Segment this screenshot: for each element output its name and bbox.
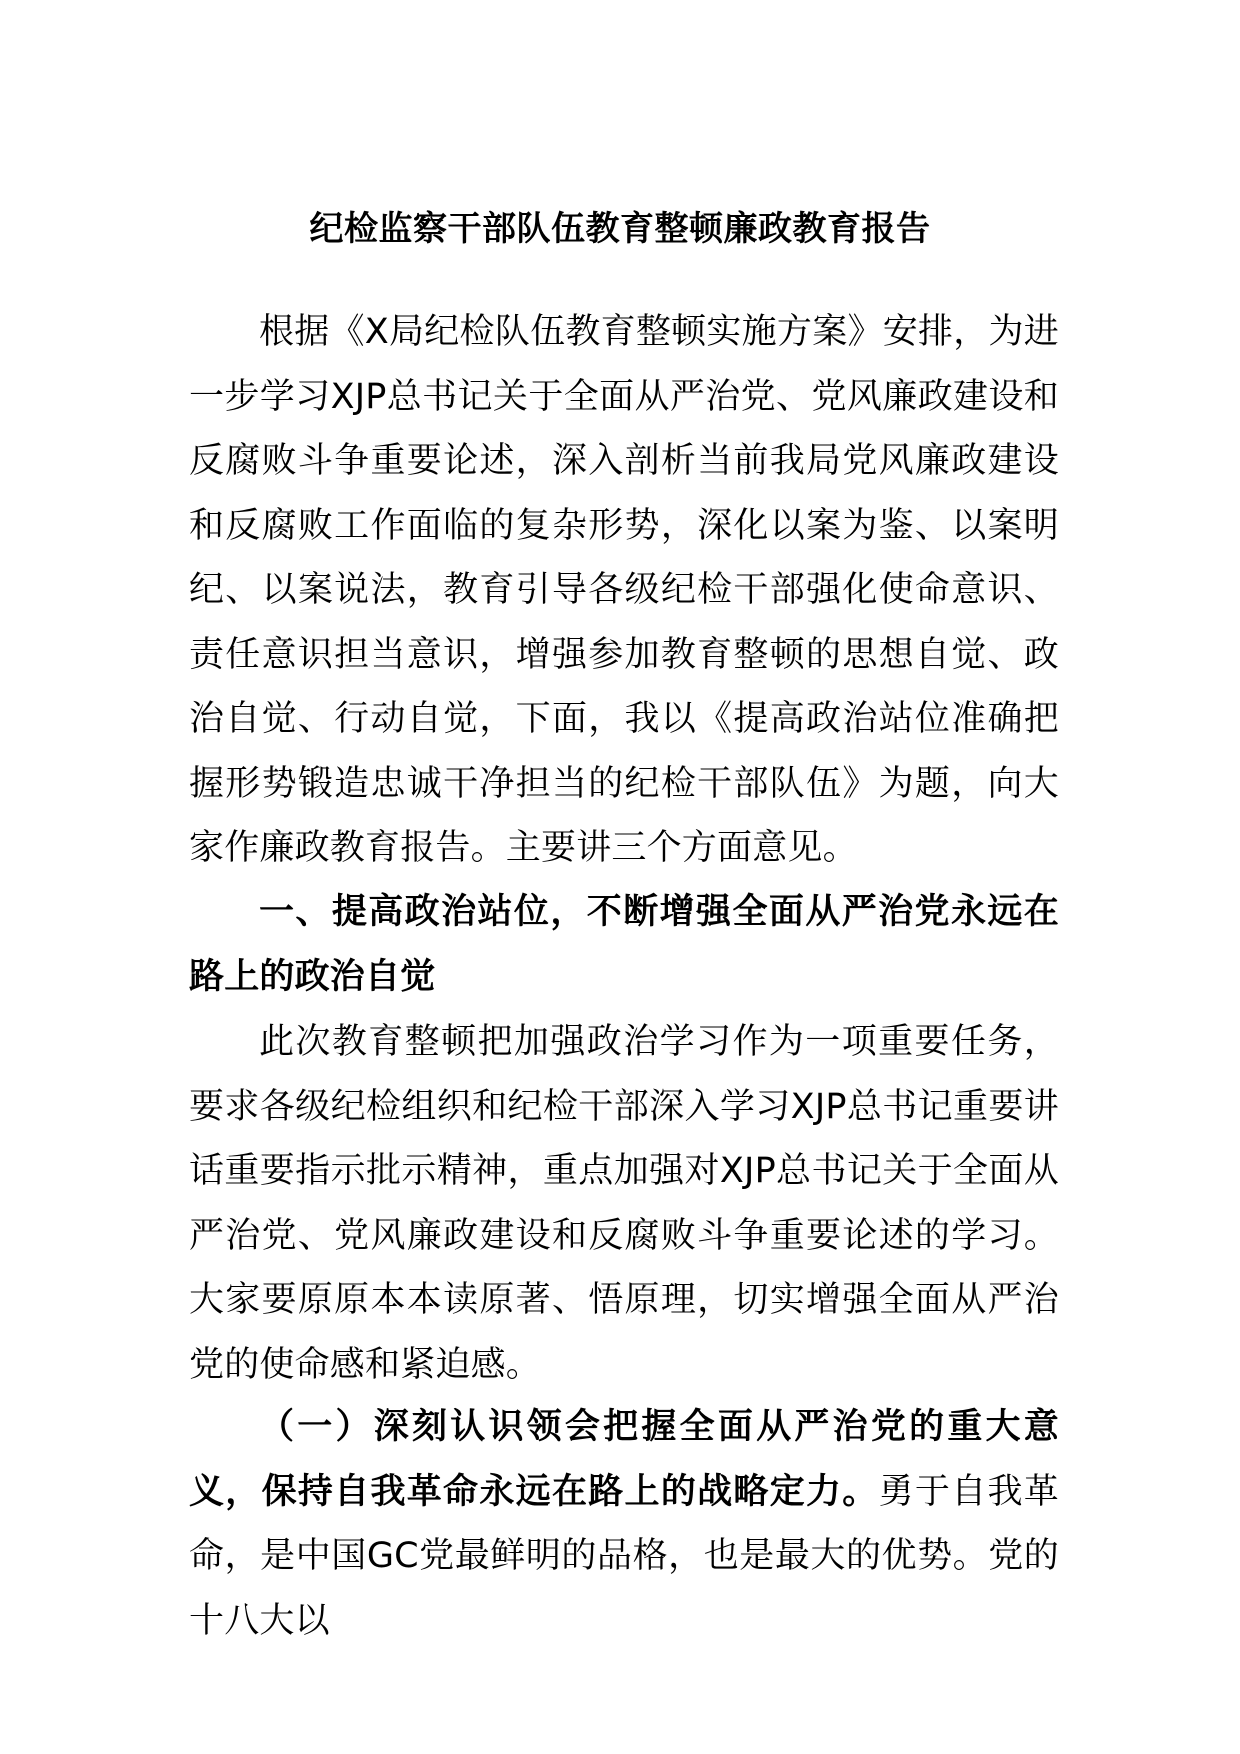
intro-paragraph: 根据《X局纪检队伍教育整顿实施方案》安排，为进一步学习XJP总书记关于全面从严治党、党风廉政建设和反腐败斗争重要论述，深入剖析当前我局党风廉政建设和反腐败工作面临的复杂形势，深化以案为鉴、以案明纪、以案说法，教育引导各级纪检干部强化使命意识、责任意识担当意识，增强参加教育整顿的思想自觉、政治自觉、行动自觉，下面，我以《提高政治站位准确把握形势锻造忠诚干净担当的纪检干部队伍》为题，向大家作廉政教育报告。主要讲三个方面意见。 [189,312,1059,868]
document-title: 纪检监察干部队伍教育整顿廉政教育报告 [309,209,931,249]
section-1-paragraph: 此次教育整顿把加强政治学习作为一项重要任务，要求各级纪检组织和纪检干部深入学习XJP总书记重要讲话重要指示批示精神，重点加强对XJP总书记关于全面从严治党、党风廉政建设和反腐败斗争重要论述的学习。大家要原原本本读原著、悟原理，切实增强全面从严治党的使命感和紧迫感。 [189,1022,1059,1385]
subsection-1-text: 勇于自我革命，是中国GC党最鲜明的品格，也是最大的优势。党的十八大以 [189,1471,1059,1641]
section-1-heading: 一、提高政治站位，不断增强全面从严治党永远在路上的政治自觉 [189,892,1059,997]
subsection-1-paragraph [189,1395,1059,1653]
subsection-1-heading: （一）深刻认识领会把握全面从严治党的重大意义，保持自我革命永远在路上的战略定力。 [189,1407,1059,1512]
